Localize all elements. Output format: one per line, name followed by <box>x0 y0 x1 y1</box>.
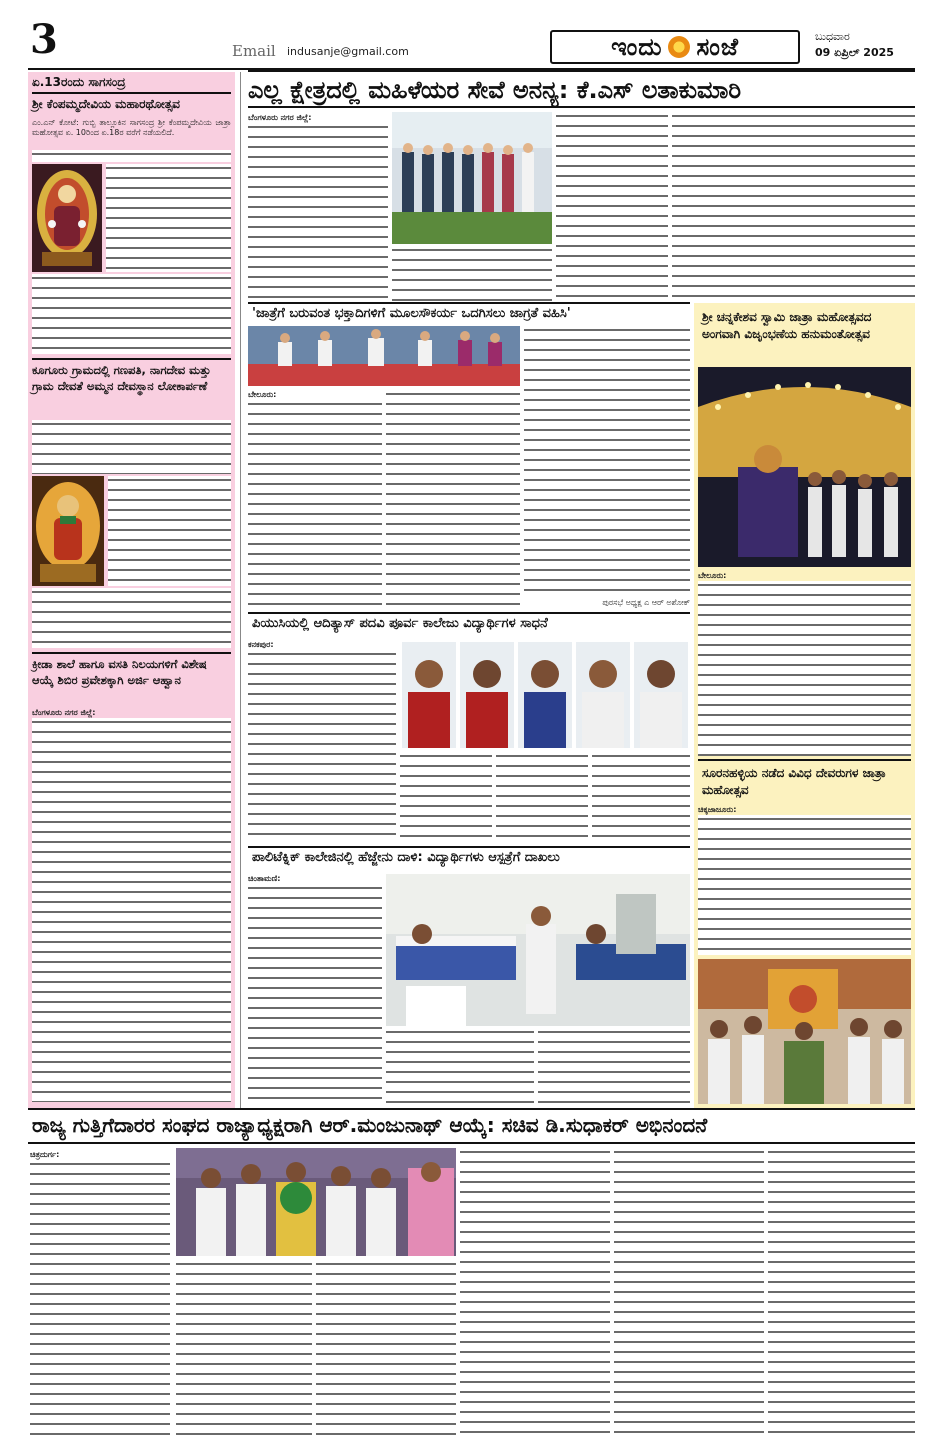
deity-photo-2 <box>32 476 104 586</box>
article-text <box>556 112 668 301</box>
email-address[interactable]: indusanje@gmail.com <box>287 45 409 58</box>
article-text <box>538 1028 690 1104</box>
divider <box>248 846 690 848</box>
newspaper-logo <box>550 30 800 64</box>
students-photos <box>400 640 690 750</box>
article-text <box>248 650 396 842</box>
article-text <box>32 420 231 474</box>
article-text <box>400 752 492 842</box>
article-text <box>386 390 520 608</box>
event-photo <box>392 112 552 244</box>
article-text <box>592 752 690 842</box>
article-text <box>106 164 231 272</box>
headline-polytechnic: ಪಾಲಿಟೆಕ್ನಿಕ್ ಕಾಲೇಜಿನಲ್ಲಿ ಹೆಜ್ಜೇನು ದಾಳಿ: ವಿದ್ಯಾರ್ಥಿಗಳು ಆಸ್ಪತ್ರೆಗೆ ದಾಖಲು <box>252 850 560 865</box>
divider <box>698 759 911 761</box>
email-label: Email <box>232 42 276 60</box>
article-text <box>698 815 911 955</box>
headline-sports-school: ಕ್ರೀಡಾ ಶಾಲೆ ಹಾಗೂ ವಸತಿ ನಿಲಯಗಳಿಗೆ ವಿಶೇಷ ಆಯ್ಕೆ ಶಿಬಿರ ಪ್ರವೇಶಕ್ಕಾಗಿ ಅರ್ಜಿ ಆಹ್ವಾನ <box>32 657 207 687</box>
meeting-photo <box>248 326 520 386</box>
article-text <box>248 123 388 301</box>
article-text <box>32 718 231 1102</box>
divider <box>32 652 231 654</box>
article-text <box>672 112 915 301</box>
headline-kempamma: ಶ್ರೀ ಕೆಂಪಮ್ಮದೇವಿಯ ಮಹಾರಥೋತ್ಸವ <box>32 97 181 111</box>
headline-jatre: 'ಜಾತ್ರೆಗೆ ಬರುವಂತ ಭಕ್ತಾದಿಗಳಿಗೆ ಮೂಲಸೌಕರ್ಯ ಒದಗಿಸಲು ಜಾಗ್ರತೆ ವಹಿಸಿ' <box>252 306 571 321</box>
article-text <box>524 326 690 596</box>
right-column <box>694 303 915 1108</box>
festival-photo <box>698 367 911 567</box>
logo-text-right: ಸಂಜೆ <box>696 33 739 61</box>
column-separator <box>240 72 241 1108</box>
kicker: ಏ.13ರಂದು ಸಾಗಸಂದ್ರ <box>32 75 126 89</box>
page-number: 3 <box>30 16 58 63</box>
left-column <box>28 72 235 1108</box>
dateline: ಬೆಂಗಳೂರು ನಗರ ಜಿಲ್ಲೆ: <box>248 113 312 122</box>
article-text <box>30 1160 170 1436</box>
dateline: ಬೇಲೂರು: <box>248 390 277 399</box>
article-text <box>768 1148 915 1436</box>
lead-paragraph: ಎಂ.ಎನ್ ಕೋಟೆ: ಗುಬ್ಬಿ ತಾಲ್ಲೂಕಿನ ಸಾಗಸಂದ್ರ ಶ್ರೀ ಕೆಂಪಮ್ಮದೇವಿಯ ಜಾತ್ರಾ ಮಹೋತ್ಸವ ಏ. 10ರಿಂದ ಏ.18ರ ವರೆಗೆ ನಡೆಯಲಿದೆ. <box>32 118 231 137</box>
issue-date: 09 ಏಪ್ರಿಲ್ 2025 <box>815 46 894 59</box>
sun-icon <box>668 36 690 58</box>
felicitation-photo <box>176 1148 456 1256</box>
top-headline: ಎಲ್ಲ ಕ್ಷೇತ್ರದಲ್ಲಿ ಮಹಿಳೆಯರ ಸೇವೆ ಅನನ್ಯ: ಕೆ.ಎಸ್ ಲತಾಕುಮಾರಿ <box>248 70 915 108</box>
headline-channakeshava: ಶ್ರೀ ಚನ್ನಕೇಶವ ಸ್ವಾಮಿ ಜಾತ್ರಾ ಮಹೋತ್ಸವದ ಅಂಗವಾಗಿ ವಿಜೃಂಭಣೆಯ ಹನುಮಂತೋತ್ಸವ <box>702 310 872 341</box>
weekday: ಬುಧವಾರ <box>815 30 850 43</box>
article-text <box>386 1028 534 1104</box>
dateline: ಚಿಕ್ಕಜಾಜೂರು: <box>698 805 737 814</box>
dateline: ಬೆಂಗಳೂರು ನಗರ ಜಿಲ್ಲೆ: <box>32 708 96 717</box>
divider <box>32 92 231 94</box>
dateline: ಚಿಂತಾಮಣಿ: <box>248 874 281 883</box>
dateline: ಕನಕಪುರ: <box>248 640 274 649</box>
divider <box>248 612 690 614</box>
article-text <box>32 588 231 648</box>
article-text <box>176 1260 312 1436</box>
deity-photo-1 <box>32 164 102 272</box>
dateline: ಬೇಲೂರು: <box>698 571 727 580</box>
article-text <box>392 246 552 301</box>
article-text <box>32 274 231 354</box>
article-text <box>496 752 588 842</box>
article-text <box>108 476 231 586</box>
logo-text-left: ಇಂದು <box>611 33 663 61</box>
article-text <box>614 1148 764 1436</box>
article-text <box>698 581 911 756</box>
divider <box>248 302 690 304</box>
masthead <box>0 0 945 68</box>
byline: ಪುರಸಭೆ ಅಧ್ಯಕ್ಷ ಎ ಆರ್ ಅಶೋಕ್ <box>602 598 690 607</box>
procession-photo <box>698 959 911 1104</box>
article-text <box>248 884 382 1104</box>
divider <box>32 358 231 360</box>
article-text <box>248 400 382 608</box>
bottom-headline: ರಾಜ್ಯ ಗುತ್ತಿಗೆದಾರರ ಸಂಘದ ರಾಜ್ಯಾಧ್ಯಕ್ಷರಾಗಿ ಆರ್.ಮಂಜುನಾಥ್ ಆಯ್ಕೆ: ಸಚಿವ ಡಿ.ಸುಧಾಕರ್ ಅಭಿನಂದನೆ <box>28 1108 915 1144</box>
article-text <box>316 1260 456 1436</box>
headline-puc: ಪಿಯುಸಿಯಲ್ಲಿ ಆದಿತ್ಯಾಸ್ ಪದವಿ ಪೂರ್ವ ಕಾಲೇಜು ವಿದ್ಯಾರ್ಥಿಗಳ ಸಾಧನೆ <box>252 616 548 631</box>
hospital-photo <box>386 874 690 1026</box>
dateline: ಚಿತ್ರದುರ್ಗ: <box>30 1150 60 1159</box>
article-text <box>460 1148 610 1436</box>
headline-suranahalli: ಸೂರನಹಳ್ಳಿಯ ನಡೆದ ವಿವಿಧ ದೇವರುಗಳ ಜಾತ್ರಾ ಮಹೋತ್ಸವ <box>702 766 886 797</box>
article-text <box>32 150 231 162</box>
headline-kuguru: ಕೂಗೂರು ಗ್ರಾಮದಲ್ಲಿ ಗಣಪತಿ, ನಾಗದೇವ ಮತ್ತು ಗ್ರಾಮ ದೇವತೆ ಅಮ್ಮನ ದೇವಸ್ಥಾನ ಲೋಕಾರ್ಪಣೆ <box>32 363 211 393</box>
